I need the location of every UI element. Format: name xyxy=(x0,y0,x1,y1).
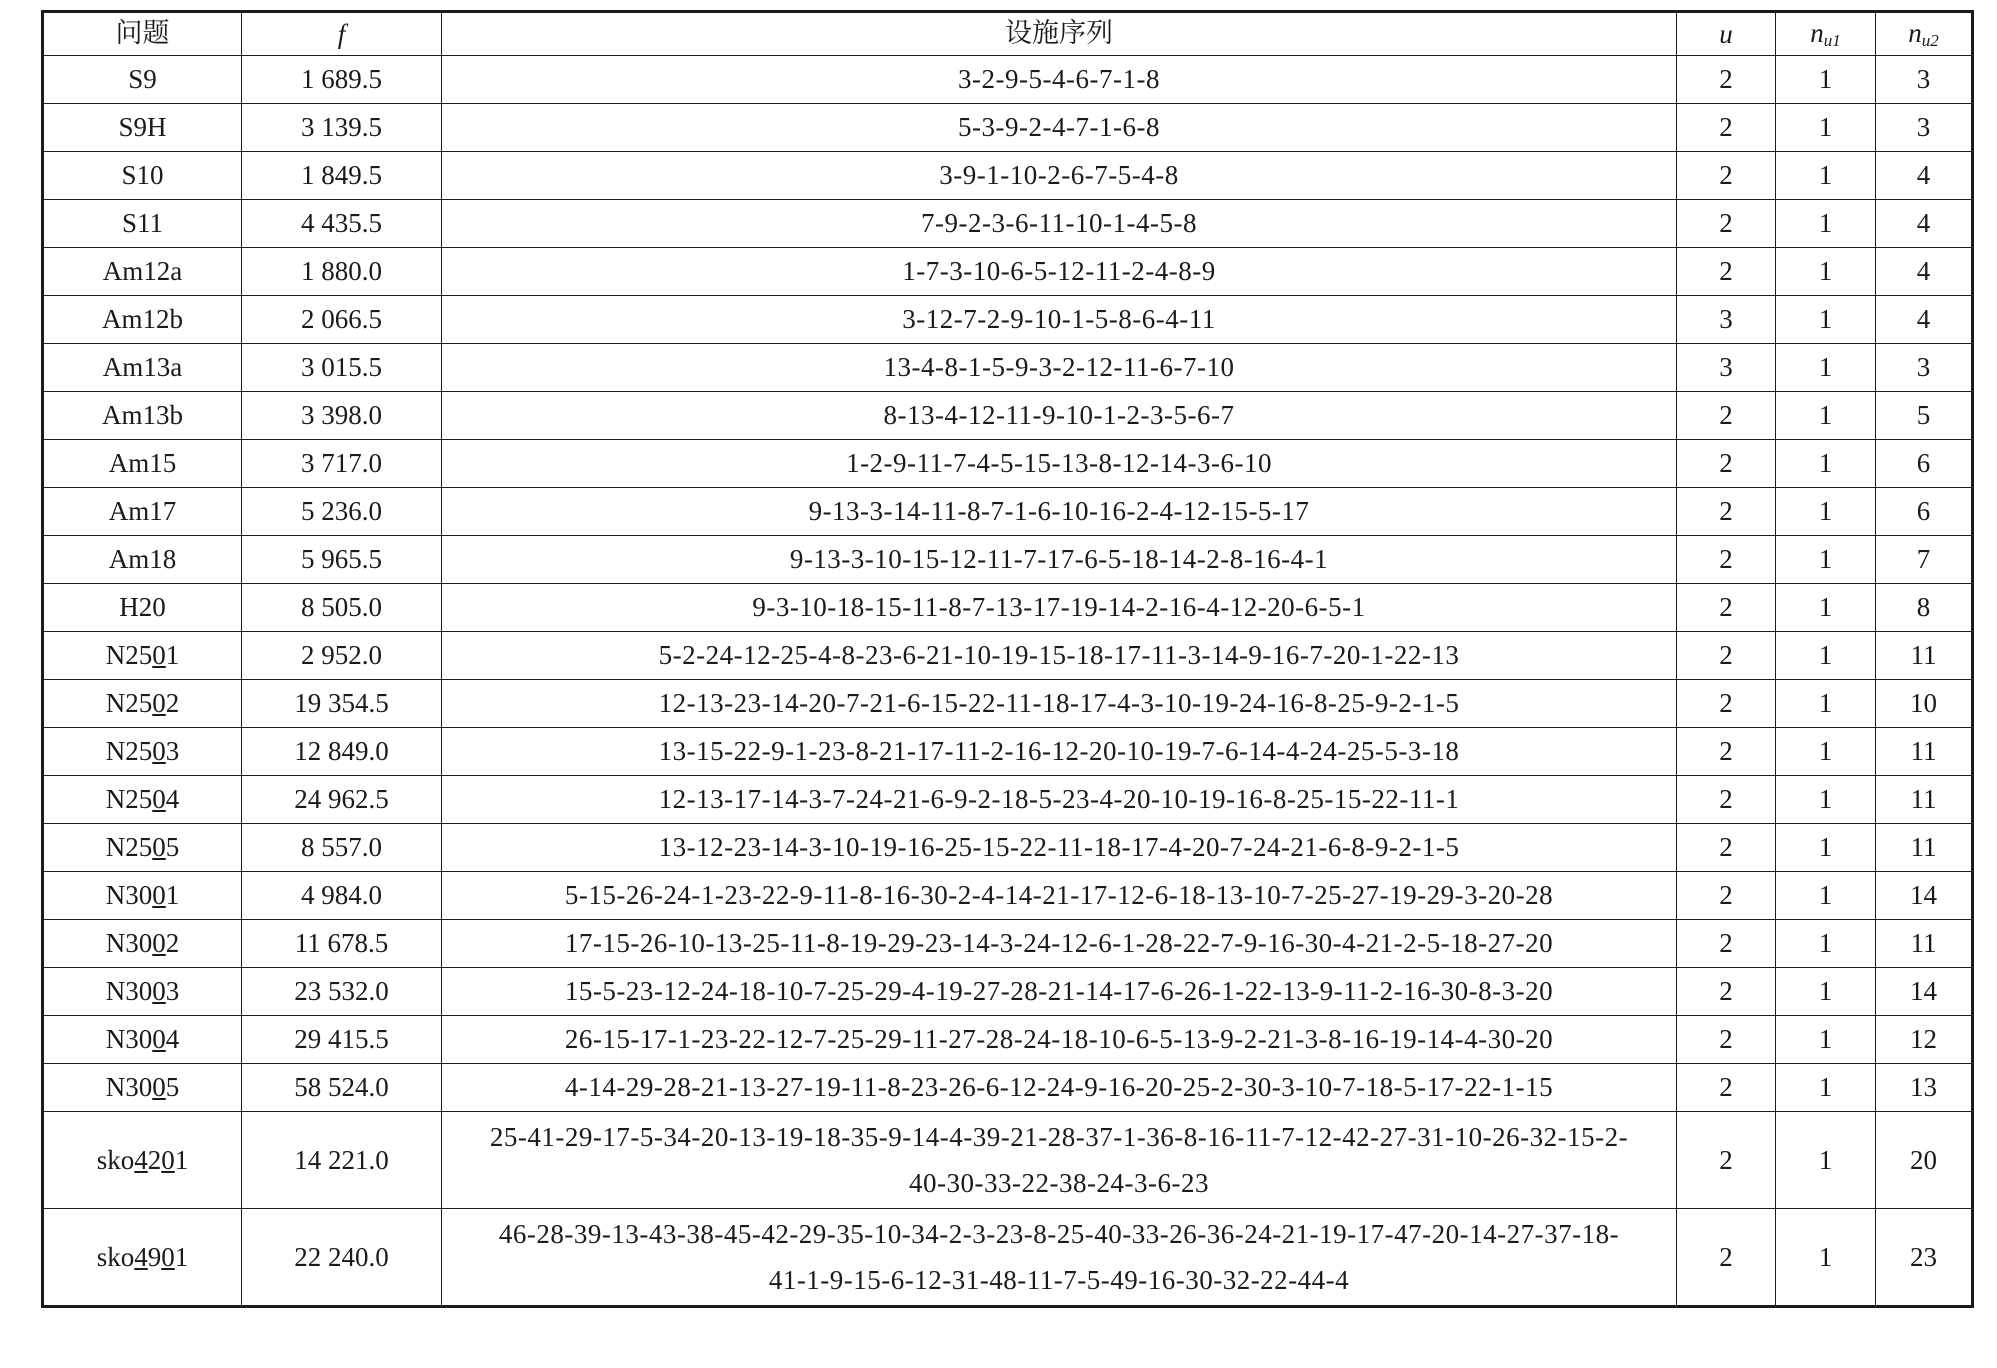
cell-u: 2 xyxy=(1677,152,1776,200)
cell-problem xyxy=(43,776,242,824)
cell-problem xyxy=(43,632,242,680)
cell-f: 4 435.5 xyxy=(242,200,442,248)
underlined-digit: 0 xyxy=(152,784,166,815)
cell-f: 4 984.0 xyxy=(242,872,442,920)
cell-problem-part: N25 xyxy=(105,736,153,767)
cell-nu2: 11 xyxy=(1876,920,1973,968)
table-row xyxy=(43,344,1973,392)
header-sequence: 设施序列 xyxy=(442,12,1677,56)
cell-problem: Am13b xyxy=(43,392,242,440)
results-table xyxy=(41,10,1974,1308)
cell-nu2: 7 xyxy=(1876,536,1973,584)
cell-u: 2 xyxy=(1677,1112,1776,1209)
cell-problem-part: 3 xyxy=(165,736,180,767)
cell-nu2: 3 xyxy=(1876,104,1973,152)
header-nu2 xyxy=(1876,12,1973,56)
cell-problem xyxy=(43,680,242,728)
cell-nu2: 11 xyxy=(1876,824,1973,872)
cell-sequence: 8-13-4-12-11-9-10-1-2-3-5-6-7 xyxy=(442,392,1677,440)
cell-sequence: 13-15-22-9-1-23-8-21-17-11-2-16-12-20-10-19-7-6-14-4-24-25-5-3-18 xyxy=(442,728,1677,776)
table-row xyxy=(43,1016,1973,1064)
cell-nu1: 1 xyxy=(1776,344,1876,392)
cell-nu1: 1 xyxy=(1776,296,1876,344)
cell-sequence: 9-13-3-14-11-8-7-1-6-10-16-2-4-12-15-5-17 xyxy=(442,488,1677,536)
header-nu1 xyxy=(1776,12,1876,56)
cell-nu1: 1 xyxy=(1776,1064,1876,1112)
cell-u: 2 xyxy=(1677,536,1776,584)
cell-nu2: 14 xyxy=(1876,968,1973,1016)
cell-problem: S10 xyxy=(43,152,242,200)
cell-f: 24 962.5 xyxy=(242,776,442,824)
cell-nu2: 11 xyxy=(1876,632,1973,680)
cell-u: 2 xyxy=(1677,1016,1776,1064)
cell-nu2: 6 xyxy=(1876,488,1973,536)
cell-sequence: 3-12-7-2-9-10-1-5-8-6-4-11 xyxy=(442,296,1677,344)
cell-nu1: 1 xyxy=(1776,632,1876,680)
cell-problem-part: N30 xyxy=(105,928,153,959)
underlined-digit: 0 xyxy=(152,880,166,911)
cell-nu2: 23 xyxy=(1876,1209,1973,1307)
cell-f: 19 354.5 xyxy=(242,680,442,728)
cell-u: 2 xyxy=(1677,440,1776,488)
cell-problem xyxy=(43,824,242,872)
cell-problem xyxy=(43,920,242,968)
table-row xyxy=(43,584,1973,632)
cell-u: 2 xyxy=(1677,968,1776,1016)
cell-u: 2 xyxy=(1677,248,1776,296)
table-row xyxy=(43,56,1973,104)
underlined-digit: 0 xyxy=(152,976,166,1007)
table-row xyxy=(43,824,1973,872)
cell-u: 2 xyxy=(1677,488,1776,536)
cell-problem-part: 4 xyxy=(165,784,180,815)
cell-f: 3 398.0 xyxy=(242,392,442,440)
cell-problem-part: 1 xyxy=(174,1144,189,1175)
table-row xyxy=(43,968,1973,1016)
cell-problem: S9H xyxy=(43,104,242,152)
cell-problem-part xyxy=(152,640,166,670)
cell-f: 29 415.5 xyxy=(242,1016,442,1064)
header-nu2-sub: u2 xyxy=(1921,30,1939,50)
cell-u: 2 xyxy=(1677,728,1776,776)
cell-nu2: 13 xyxy=(1876,1064,1973,1112)
cell-problem: S9 xyxy=(43,56,242,104)
cell-nu1: 1 xyxy=(1776,248,1876,296)
underlined-digit: 0 xyxy=(152,1024,166,1055)
cell-problem-part: N25 xyxy=(105,688,153,719)
cell-nu2: 5 xyxy=(1876,392,1973,440)
cell-nu1: 1 xyxy=(1776,680,1876,728)
cell-problem-part: 5 xyxy=(165,832,180,863)
cell-u: 2 xyxy=(1677,920,1776,968)
cell-u: 2 xyxy=(1677,392,1776,440)
cell-nu1: 1 xyxy=(1776,584,1876,632)
cell-problem-part: 4 xyxy=(165,1024,180,1055)
cell-f: 5 236.0 xyxy=(242,488,442,536)
cell-nu2: 12 xyxy=(1876,1016,1973,1064)
cell-f: 2 066.5 xyxy=(242,296,442,344)
cell-nu1: 1 xyxy=(1776,488,1876,536)
cell-problem-part: N25 xyxy=(105,832,153,863)
cell-problem: S11 xyxy=(43,200,242,248)
cell-problem-part: 1 xyxy=(165,880,180,911)
table-row xyxy=(43,680,1973,728)
cell-nu1: 1 xyxy=(1776,1209,1876,1307)
cell-problem-part: 5 xyxy=(165,1072,180,1103)
table-row xyxy=(43,152,1973,200)
cell-problem-part xyxy=(152,928,166,958)
cell-problem xyxy=(43,1209,242,1307)
header-u: u xyxy=(1677,12,1776,56)
cell-problem-part: N30 xyxy=(105,1024,153,1055)
cell-f: 3 717.0 xyxy=(242,440,442,488)
cell-sequence: 9-3-10-18-15-11-8-7-13-17-19-14-2-16-4-12-20-6-5-1 xyxy=(442,584,1677,632)
cell-f: 14 221.0 xyxy=(242,1112,442,1209)
cell-problem-part: N25 xyxy=(105,784,153,815)
cell-nu2: 4 xyxy=(1876,200,1973,248)
cell-u: 2 xyxy=(1677,632,1776,680)
cell-f: 12 849.0 xyxy=(242,728,442,776)
table-row xyxy=(43,1209,1973,1307)
header-f: f xyxy=(242,12,442,56)
cell-nu2: 4 xyxy=(1876,248,1973,296)
cell-nu1: 1 xyxy=(1776,440,1876,488)
cell-u: 2 xyxy=(1677,776,1776,824)
underlined-digit: 0 xyxy=(152,688,166,719)
cell-f: 1 689.5 xyxy=(242,56,442,104)
cell-f: 8 557.0 xyxy=(242,824,442,872)
cell-sequence: 25-41-29-17-5-34-20-13-19-18-35-9-14-4-39-21-28-37-1-36-8-16-11-7-12-42-27-31-10-26-32-15-2-40-30-33-22-38-24-3-6-23 xyxy=(442,1112,1677,1209)
cell-nu2: 3 xyxy=(1876,56,1973,104)
cell-nu2: 4 xyxy=(1876,296,1973,344)
cell-u: 2 xyxy=(1677,872,1776,920)
cell-sequence: 5-15-26-24-1-23-22-9-11-8-16-30-2-4-14-21-17-12-6-18-13-10-7-25-27-19-29-3-20-28 xyxy=(442,872,1677,920)
cell-sequence: 15-5-23-12-24-18-10-7-25-29-4-19-27-28-21-14-17-6-26-1-22-13-9-11-2-16-30-8-3-20 xyxy=(442,968,1677,1016)
cell-problem-part: N30 xyxy=(105,880,153,911)
cell-problem: Am15 xyxy=(43,440,242,488)
cell-problem-part: N25 xyxy=(105,640,153,671)
cell-nu2: 6 xyxy=(1876,440,1973,488)
cell-f: 5 965.5 xyxy=(242,536,442,584)
cell-nu2: 3 xyxy=(1876,344,1973,392)
cell-problem-part xyxy=(161,1145,175,1175)
cell-problem-part: 9 xyxy=(147,1241,162,1272)
cell-problem xyxy=(43,728,242,776)
cell-problem-part xyxy=(152,880,166,910)
underlined-digit: 0 xyxy=(152,1072,166,1103)
cell-nu1: 1 xyxy=(1776,392,1876,440)
cell-nu2: 8 xyxy=(1876,584,1973,632)
cell-nu1: 1 xyxy=(1776,200,1876,248)
table-row xyxy=(43,776,1973,824)
cell-problem-part: 3 xyxy=(165,976,180,1007)
cell-nu1: 1 xyxy=(1776,56,1876,104)
cell-problem-part xyxy=(152,832,166,862)
cell-u: 2 xyxy=(1677,584,1776,632)
cell-nu1: 1 xyxy=(1776,776,1876,824)
cell-u: 2 xyxy=(1677,104,1776,152)
cell-problem-part: N30 xyxy=(105,976,153,1007)
cell-u: 3 xyxy=(1677,344,1776,392)
cell-problem: Am18 xyxy=(43,536,242,584)
cell-problem-part xyxy=(152,736,166,766)
underlined-digit: 0 xyxy=(152,736,166,767)
cell-f: 3 015.5 xyxy=(242,344,442,392)
underlined-digit: 0 xyxy=(161,1241,175,1272)
cell-sequence: 1-7-3-10-6-5-12-11-2-4-8-9 xyxy=(442,248,1677,296)
cell-nu1: 1 xyxy=(1776,1016,1876,1064)
cell-f: 8 505.0 xyxy=(242,584,442,632)
underlined-digit: 0 xyxy=(152,832,166,863)
cell-sequence: 5-3-9-2-4-7-1-6-8 xyxy=(442,104,1677,152)
table-row xyxy=(43,920,1973,968)
cell-nu2: 14 xyxy=(1876,872,1973,920)
header-nu2-base: n xyxy=(1908,17,1922,48)
cell-nu1: 1 xyxy=(1776,824,1876,872)
cell-nu1: 1 xyxy=(1776,152,1876,200)
cell-problem xyxy=(43,1112,242,1209)
table-row xyxy=(43,872,1973,920)
cell-sequence: 17-15-26-10-13-25-11-8-19-29-23-14-3-24-12-6-1-28-22-7-9-16-30-4-21-2-5-18-27-20 xyxy=(442,920,1677,968)
cell-nu2: 20 xyxy=(1876,1112,1973,1209)
cell-problem xyxy=(43,1064,242,1112)
cell-sequence: 13-4-8-1-5-9-3-2-12-11-6-7-10 xyxy=(442,344,1677,392)
table-row xyxy=(43,1064,1973,1112)
header-nu1-base: n xyxy=(1810,17,1824,48)
table-row xyxy=(43,728,1973,776)
cell-nu1: 1 xyxy=(1776,968,1876,1016)
underlined-digit: 0 xyxy=(152,640,166,671)
cell-problem xyxy=(43,872,242,920)
cell-nu2: 11 xyxy=(1876,776,1973,824)
header-problem: 问题 xyxy=(43,12,242,56)
cell-problem: Am13a xyxy=(43,344,242,392)
cell-u: 2 xyxy=(1677,680,1776,728)
cell-sequence: 9-13-3-10-15-12-11-7-17-6-5-18-14-2-8-16-4-1 xyxy=(442,536,1677,584)
cell-sequence: 7-9-2-3-6-11-10-1-4-5-8 xyxy=(442,200,1677,248)
cell-sequence: 26-15-17-1-23-22-12-7-25-29-11-27-28-24-18-10-6-5-13-9-2-21-3-8-16-19-14-4-30-20 xyxy=(442,1016,1677,1064)
cell-nu2: 10 xyxy=(1876,680,1973,728)
cell-problem: Am17 xyxy=(43,488,242,536)
table-body xyxy=(43,56,1973,1307)
cell-problem-part: sko xyxy=(96,1144,135,1175)
cell-problem xyxy=(43,1016,242,1064)
cell-problem-part: N30 xyxy=(105,1072,153,1103)
cell-problem-part: 1 xyxy=(165,640,180,671)
cell-u: 2 xyxy=(1677,1209,1776,1307)
cell-nu1: 1 xyxy=(1776,728,1876,776)
cell-f: 11 678.5 xyxy=(242,920,442,968)
cell-problem-part: sko xyxy=(96,1241,135,1272)
cell-f: 2 952.0 xyxy=(242,632,442,680)
cell-problem-part: 1 xyxy=(174,1241,189,1272)
cell-problem-part xyxy=(152,784,166,814)
cell-problem-part xyxy=(161,1242,175,1272)
table-row xyxy=(43,536,1973,584)
table-row xyxy=(43,488,1973,536)
cell-problem xyxy=(43,968,242,1016)
cell-sequence: 5-2-24-12-25-4-8-23-6-21-10-19-15-18-17-11-3-14-9-16-7-20-1-22-13 xyxy=(442,632,1677,680)
cell-u: 2 xyxy=(1677,200,1776,248)
cell-sequence: 3-2-9-5-4-6-7-1-8 xyxy=(442,56,1677,104)
cell-f: 58 524.0 xyxy=(242,1064,442,1112)
cell-f: 1 880.0 xyxy=(242,248,442,296)
cell-u: 2 xyxy=(1677,1064,1776,1112)
underlined-digit: 4 xyxy=(134,1241,148,1272)
cell-f: 23 532.0 xyxy=(242,968,442,1016)
cell-problem: Am12b xyxy=(43,296,242,344)
cell-problem-part xyxy=(152,688,166,718)
table-header xyxy=(43,12,1973,56)
underlined-digit: 0 xyxy=(161,1144,175,1175)
cell-problem-part xyxy=(152,1072,166,1102)
cell-problem-part: 2 xyxy=(147,1144,162,1175)
cell-sequence: 3-9-1-10-2-6-7-5-4-8 xyxy=(442,152,1677,200)
table-row xyxy=(43,392,1973,440)
cell-sequence: 12-13-17-14-3-7-24-21-6-9-2-18-5-23-4-20-10-19-16-8-25-15-22-11-1 xyxy=(442,776,1677,824)
cell-sequence: 46-28-39-13-43-38-45-42-29-35-10-34-2-3-23-8-25-40-33-26-36-24-21-19-17-47-20-14-27-37-18-41-1-9-15-6-12-31-48-11-7-5-49-16-30-32-22-44-4 xyxy=(442,1209,1677,1307)
cell-problem-part xyxy=(152,976,166,1006)
cell-nu2: 4 xyxy=(1876,152,1973,200)
cell-nu2: 11 xyxy=(1876,728,1973,776)
cell-f: 22 240.0 xyxy=(242,1209,442,1307)
cell-u: 2 xyxy=(1677,56,1776,104)
table-row xyxy=(43,440,1973,488)
cell-sequence: 12-13-23-14-20-7-21-6-15-22-11-18-17-4-3-10-19-24-16-8-25-9-2-1-5 xyxy=(442,680,1677,728)
underlined-digit: 4 xyxy=(134,1144,148,1175)
cell-sequence: 1-2-9-11-7-4-5-15-13-8-12-14-3-6-10 xyxy=(442,440,1677,488)
header-nu1-sub: u1 xyxy=(1823,30,1841,50)
header-row xyxy=(43,12,1973,56)
cell-nu1: 1 xyxy=(1776,104,1876,152)
cell-f: 3 139.5 xyxy=(242,104,442,152)
cell-f: 1 849.5 xyxy=(242,152,442,200)
cell-u: 2 xyxy=(1677,824,1776,872)
cell-nu1: 1 xyxy=(1776,536,1876,584)
cell-nu1: 1 xyxy=(1776,920,1876,968)
table-row xyxy=(43,1112,1973,1209)
cell-problem: Am12a xyxy=(43,248,242,296)
table-row xyxy=(43,200,1973,248)
cell-nu1: 1 xyxy=(1776,872,1876,920)
cell-problem-part xyxy=(134,1145,148,1175)
cell-nu1: 1 xyxy=(1776,1112,1876,1209)
cell-sequence: 4-14-29-28-21-13-27-19-11-8-23-26-6-12-24-9-16-20-25-2-30-3-10-7-18-5-17-22-1-15 xyxy=(442,1064,1677,1112)
cell-problem-part: 2 xyxy=(165,688,180,719)
table-row xyxy=(43,104,1973,152)
underlined-digit: 0 xyxy=(152,928,166,959)
cell-problem-part xyxy=(152,1024,166,1054)
cell-sequence: 13-12-23-14-3-10-19-16-25-15-22-11-18-17-4-20-7-24-21-6-8-9-2-1-5 xyxy=(442,824,1677,872)
table-row xyxy=(43,296,1973,344)
cell-u: 3 xyxy=(1677,296,1776,344)
cell-problem-part xyxy=(134,1242,148,1272)
cell-problem-part: 2 xyxy=(165,928,180,959)
table-row xyxy=(43,632,1973,680)
table-row xyxy=(43,248,1973,296)
cell-problem: H20 xyxy=(43,584,242,632)
